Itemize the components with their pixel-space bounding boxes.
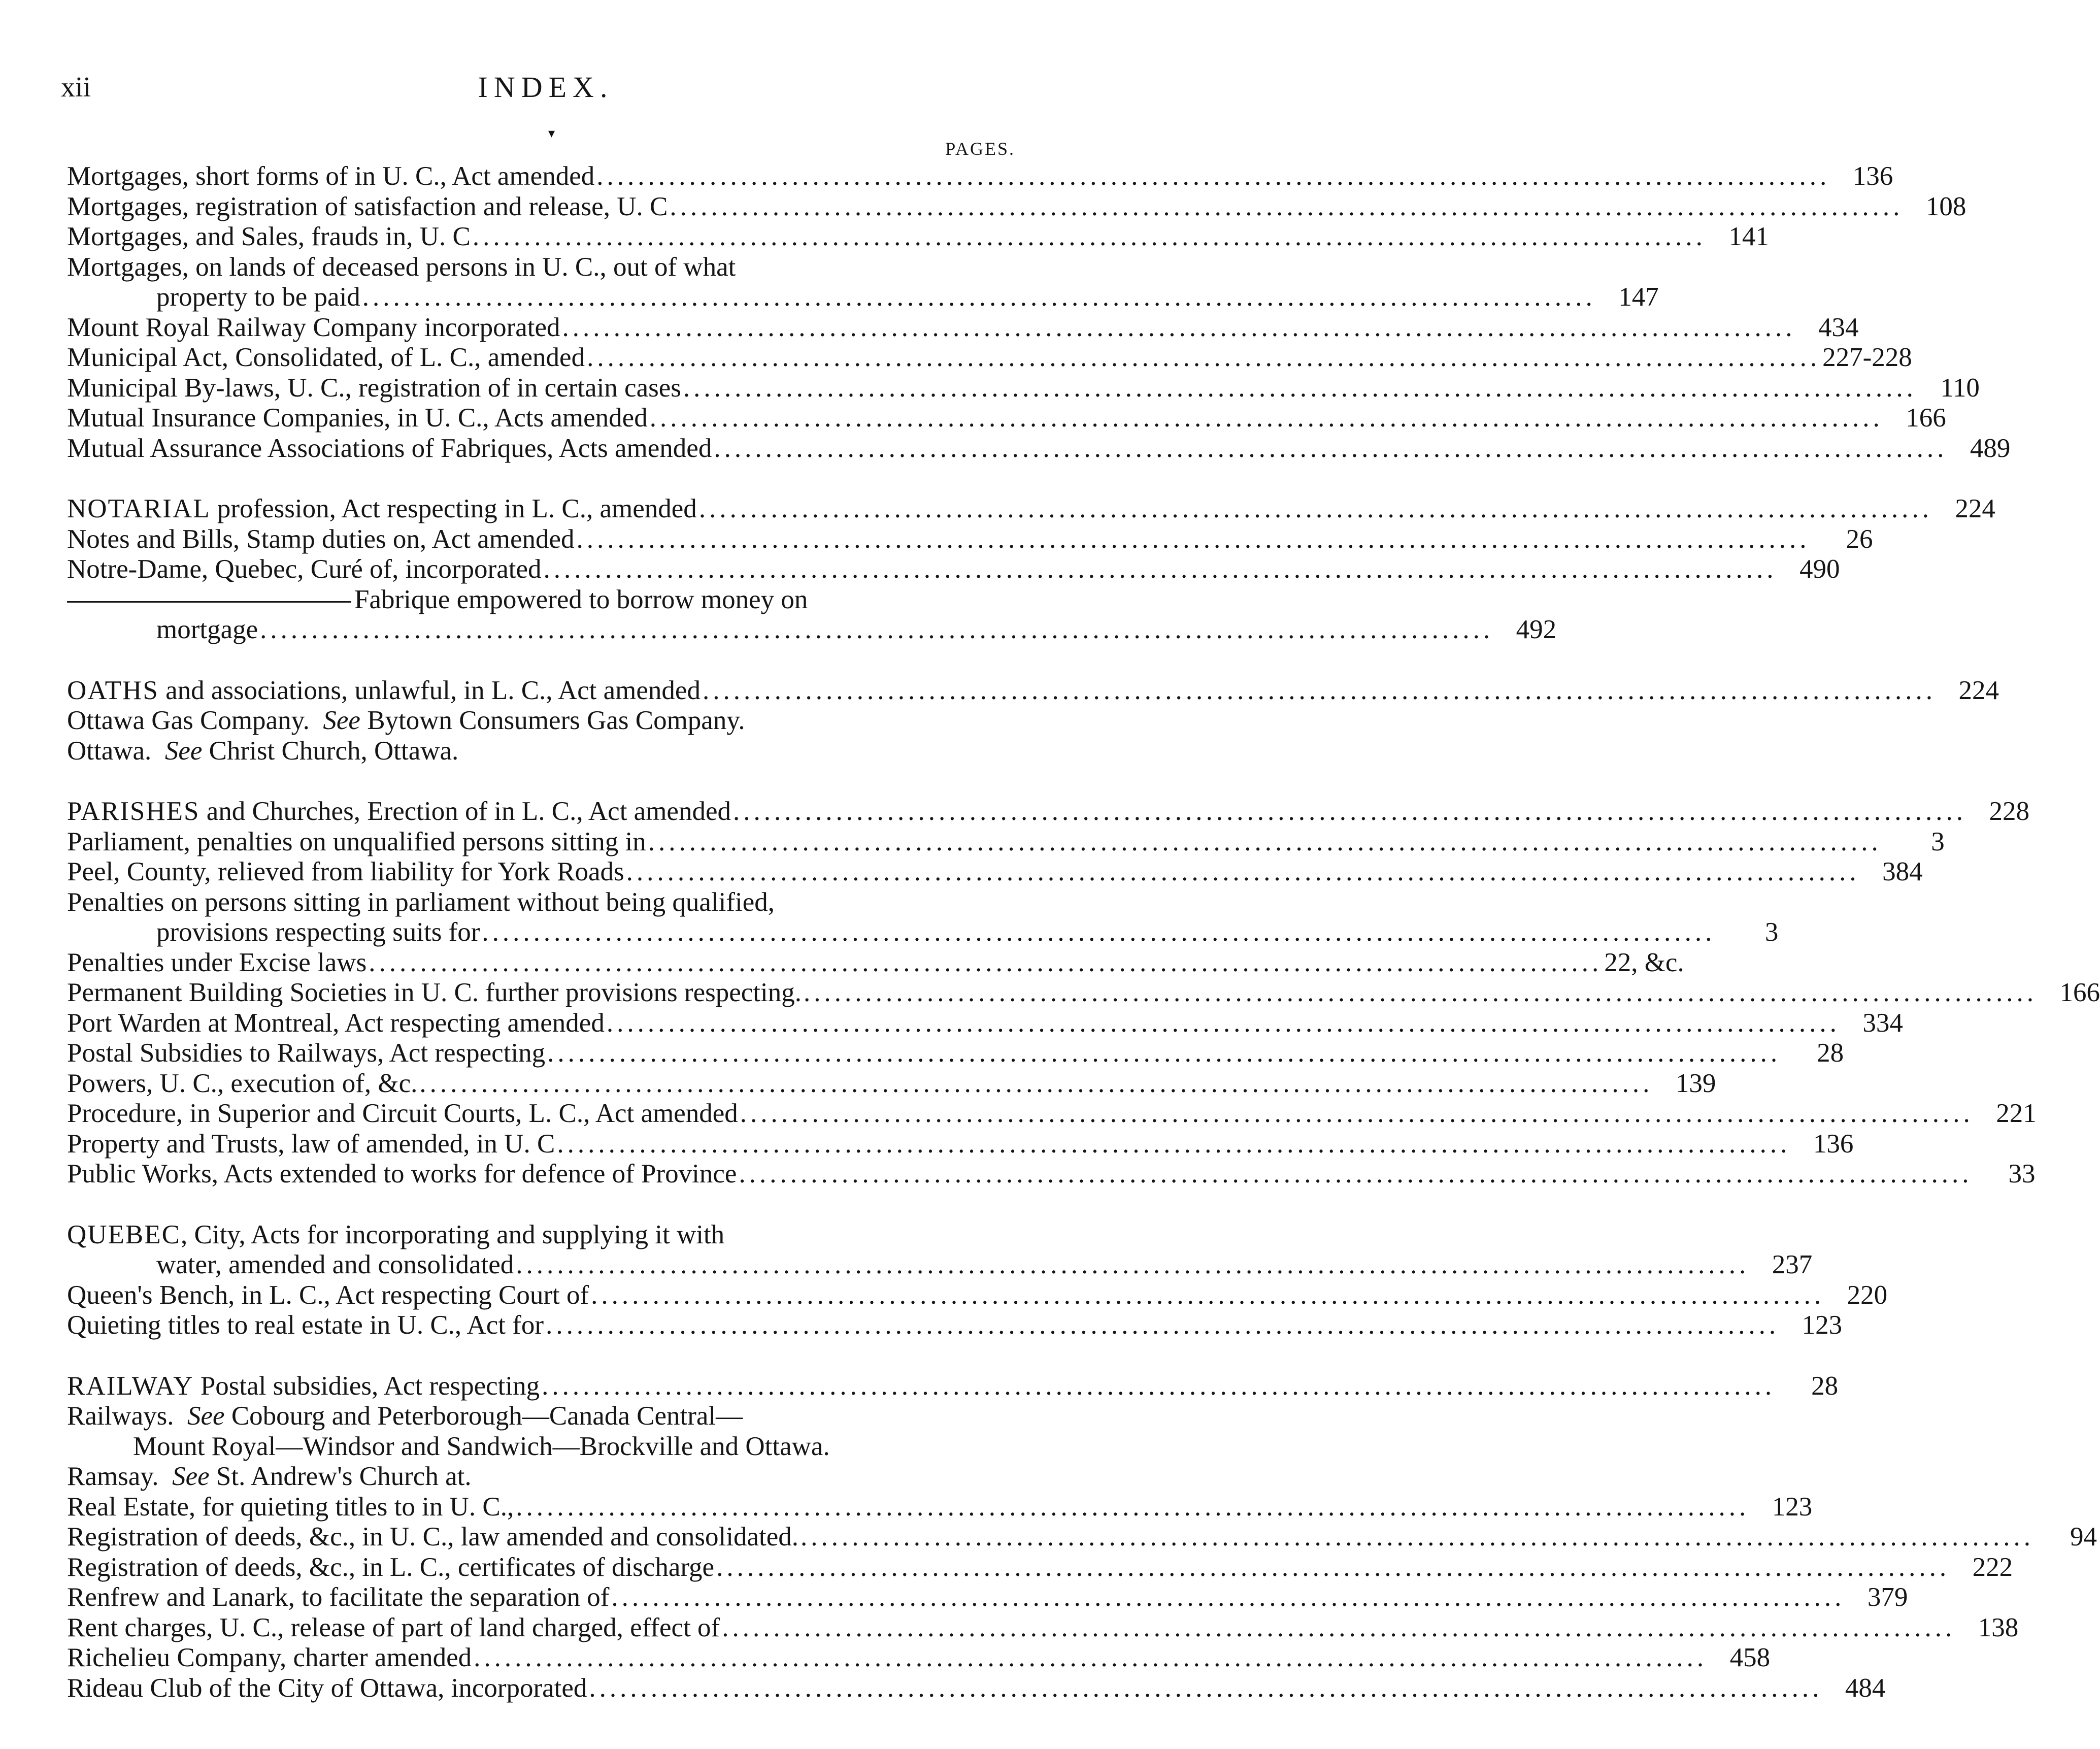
index-entry-cross-reference bbox=[67, 706, 1021, 736]
page-title: INDEX. bbox=[478, 71, 614, 104]
index-entry bbox=[67, 1280, 1888, 1311]
entry-text: Notre-Dame, Quebec, Curé of, incorporated bbox=[67, 554, 542, 584]
leader-dots bbox=[362, 282, 1596, 313]
index-entry bbox=[67, 1552, 2013, 1583]
entry-page: 139 bbox=[1675, 1068, 1716, 1098]
entry-page: 28 bbox=[1811, 1371, 1839, 1401]
entry-text: Mortgages, and Sales, frauds in, U. C bbox=[67, 222, 471, 251]
leader-dots bbox=[650, 403, 1883, 434]
entry-page: 166 bbox=[2059, 978, 2100, 1007]
index-entry bbox=[67, 403, 1946, 434]
entry-text: Public Works, Acts extended to works for defence of Province bbox=[67, 1159, 737, 1189]
entry-lead-word: PARISHES bbox=[67, 797, 200, 826]
index-entry bbox=[67, 312, 1859, 343]
index-entry bbox=[67, 1038, 1844, 1069]
entry-text: Postal Subsidies to Railways, Act respecting bbox=[67, 1038, 546, 1068]
entry-text: Registration of deeds, &c., in U. C., law amended and consolidated. bbox=[67, 1522, 798, 1552]
index-entry bbox=[67, 1008, 1903, 1039]
see-reference: See bbox=[164, 736, 203, 766]
entry-page: 136 bbox=[1813, 1129, 1854, 1159]
entry-lead-word: NOTARIAL bbox=[67, 494, 211, 523]
entry-text: Railways. bbox=[67, 1401, 174, 1431]
leader-dots bbox=[547, 1038, 1781, 1069]
index-entry bbox=[67, 1582, 1908, 1613]
leader-dots bbox=[557, 1129, 1790, 1160]
index-entry bbox=[67, 252, 1659, 313]
leader-dots bbox=[739, 1159, 1972, 1190]
entry-page: 138 bbox=[1978, 1612, 2019, 1642]
entry-page: 3 bbox=[1764, 917, 1779, 947]
entry-page: 3 bbox=[1931, 827, 1945, 856]
entry-text: Mortgages, on lands of deceased persons in U. C., out of what bbox=[67, 252, 736, 282]
entry-text: Ottawa. bbox=[67, 736, 152, 766]
leader-dots bbox=[577, 524, 1810, 555]
index-entry bbox=[67, 433, 2011, 464]
leader-dots bbox=[596, 161, 1830, 192]
index-entry bbox=[67, 1673, 1886, 1704]
index-entry bbox=[67, 1310, 1843, 1341]
leader-dots bbox=[260, 615, 1493, 645]
section-gap bbox=[67, 464, 1021, 494]
entry-text: Real Estate, for quieting titles to in U. C., bbox=[67, 1492, 514, 1522]
index-entry bbox=[67, 1068, 1716, 1099]
index-entry bbox=[67, 1219, 1813, 1280]
entry-text: Ottawa Gas Company. bbox=[67, 706, 310, 735]
see-reference: See bbox=[172, 1462, 210, 1491]
entry-text: Parliament, penalties on unqualified persons sitting in bbox=[67, 827, 646, 856]
entry-text: Powers, U. C., execution of, &c. bbox=[67, 1068, 418, 1098]
reference-target: St. Andrew's Church at. bbox=[216, 1462, 472, 1491]
leader-dots bbox=[733, 797, 1966, 827]
entry-text: Richelieu Company, charter amended bbox=[67, 1643, 472, 1672]
leader-dots bbox=[543, 554, 1777, 585]
index-entry bbox=[67, 222, 1769, 252]
entry-page: 221 bbox=[1996, 1099, 2037, 1128]
leader-dots bbox=[482, 917, 1715, 948]
entry-text: Mortgages, short forms of in U. C., Act amended bbox=[67, 161, 595, 191]
entry-page: 237 bbox=[1772, 1250, 1813, 1279]
entry-text: Peel, County, relieved from liability for York Roads bbox=[67, 857, 624, 886]
entry-text: Registration of deeds, &c., in L. C., certificates of discharge bbox=[67, 1552, 715, 1582]
entry-page: 334 bbox=[1862, 1008, 1903, 1038]
index-entry bbox=[67, 1129, 1854, 1160]
entry-text: Mutual Assurance Associations of Fabriques, Acts amended bbox=[67, 433, 712, 463]
entry-text: Permanent Building Societies in U. C. further provisions respecting. bbox=[67, 978, 802, 1007]
reference-target: Christ Church, Ottawa. bbox=[209, 736, 459, 766]
entry-page: 220 bbox=[1847, 1280, 1888, 1310]
index-entry bbox=[67, 494, 1995, 524]
index-entry bbox=[67, 978, 2100, 1008]
index-entry bbox=[67, 1159, 2036, 1190]
entry-text-continued: water, amended and consolidated bbox=[156, 1250, 514, 1279]
section-gap bbox=[67, 645, 1021, 676]
index-entry-cross-reference bbox=[67, 1462, 1021, 1492]
index-entry bbox=[67, 1099, 2037, 1129]
entry-text: Municipal By-laws, U. C., registration of in certain cases bbox=[67, 373, 681, 403]
index-entries bbox=[67, 161, 2100, 1703]
reference-target: Bytown Consumers Gas Company. bbox=[367, 706, 745, 735]
entry-page: 490 bbox=[1799, 554, 1840, 584]
entry-text: Quieting titles to real estate in U. C., Act for bbox=[67, 1310, 544, 1340]
leader-dots bbox=[670, 192, 1903, 222]
index-entry bbox=[67, 947, 1684, 978]
entry-text: Penalties on persons sitting in parliament without being qualified, bbox=[67, 887, 775, 917]
entry-page: 222 bbox=[1972, 1552, 2013, 1582]
entry-text: Notes and Bills, Stamp duties on, Act amended bbox=[67, 524, 575, 554]
leader-dots bbox=[473, 222, 1706, 252]
entry-page: 22, &c. bbox=[1604, 947, 1684, 977]
entry-text: Rent charges, U. C., release of part of land charged, effect of bbox=[67, 1612, 720, 1642]
folio-number: xii bbox=[61, 72, 91, 103]
index-entry-cross-reference bbox=[67, 736, 1021, 767]
entry-lead-word: RAILWAY bbox=[67, 1371, 194, 1401]
leader-dots bbox=[740, 1099, 1974, 1129]
leader-dots bbox=[699, 494, 1932, 524]
pages-column-header: PAGES. bbox=[945, 139, 1015, 159]
index-entry bbox=[67, 1371, 1839, 1402]
entry-page: 94 bbox=[2070, 1522, 2097, 1552]
leader-dots bbox=[714, 434, 1947, 464]
leader-dots bbox=[703, 676, 1936, 706]
entry-text: Port Warden at Montreal, Act respecting amended bbox=[67, 1008, 605, 1038]
entry-page: 166 bbox=[1906, 403, 1946, 433]
see-reference: See bbox=[323, 706, 360, 735]
leader-dots bbox=[587, 343, 1820, 373]
entry-text: Mutual Insurance Companies, in U. C., Acts amended bbox=[67, 403, 648, 433]
leader-dots bbox=[369, 948, 1602, 978]
entry-lead-word: QUEBEC bbox=[67, 1219, 181, 1249]
entry-text: Fabrique empowered to borrow money on bbox=[354, 584, 808, 614]
leader-dots bbox=[516, 1492, 1749, 1523]
entry-page: 28 bbox=[1817, 1038, 1844, 1068]
entry-text: Queen's Bench, in L. C., Act respecting Court of bbox=[67, 1280, 589, 1310]
entry-text: Ramsay. bbox=[67, 1462, 159, 1491]
section-gap bbox=[67, 766, 1021, 797]
leader-dots bbox=[542, 1371, 1775, 1402]
entry-page: 141 bbox=[1728, 222, 1769, 251]
entry-text-continued: property to be paid bbox=[156, 282, 360, 312]
leader-dots bbox=[516, 1250, 1749, 1280]
entry-page: 136 bbox=[1852, 161, 1893, 191]
index-entry bbox=[67, 343, 1912, 373]
leader-dots bbox=[648, 827, 1882, 857]
section-gap bbox=[67, 1190, 1021, 1220]
leader-dots bbox=[419, 1069, 1653, 1099]
entry-page: 379 bbox=[1867, 1582, 1908, 1612]
entry-text: , City, Acts for incorporating and supplying it with bbox=[181, 1219, 725, 1249]
entry-text: Rideau Club of the City of Ottawa, incorporated bbox=[67, 1673, 587, 1703]
leader-dots bbox=[591, 1280, 1824, 1311]
leader-dots bbox=[804, 978, 2037, 1008]
index-entry bbox=[67, 524, 1873, 555]
entry-text: profession, Act respecting in L. C., amended bbox=[210, 494, 697, 523]
leader-dots bbox=[474, 1643, 1707, 1673]
entry-text: and Churches, Erection of in L. C., Act amended bbox=[199, 797, 731, 826]
index-entry bbox=[67, 887, 1779, 948]
index-entry bbox=[67, 191, 1966, 222]
leader-dots bbox=[716, 1553, 1950, 1583]
entry-text: and associations, unlawful, in L. C., Act amended bbox=[158, 675, 701, 705]
leader-dots bbox=[801, 1522, 2034, 1553]
entry-page: 224 bbox=[1958, 675, 1999, 705]
entry-page: 147 bbox=[1618, 282, 1659, 312]
index-entry bbox=[67, 373, 1980, 404]
entry-text: Postal subsidies, Act respecting bbox=[193, 1371, 540, 1401]
leader-dots bbox=[546, 1310, 1779, 1341]
ornament-mark: ▾ bbox=[548, 126, 555, 141]
index-entry bbox=[67, 1643, 1771, 1673]
leader-dots bbox=[562, 313, 1796, 343]
index-entry bbox=[67, 857, 1923, 887]
leader-dots bbox=[607, 1008, 1840, 1039]
see-reference: See bbox=[187, 1401, 225, 1431]
entry-text: Mount Royal Railway Company incorporated bbox=[67, 312, 560, 342]
reference-target: Cobourg and Peterborough—Canada Central— bbox=[231, 1401, 743, 1431]
index-entry bbox=[67, 554, 1840, 585]
leader-dots bbox=[683, 373, 1917, 404]
entry-text: Municipal Act, Consolidated, of L. C., amended bbox=[67, 343, 585, 372]
index-entry bbox=[67, 1492, 1813, 1523]
entry-text: Property and Trusts, law of amended, in U. C bbox=[67, 1129, 555, 1159]
index-entry bbox=[67, 675, 1999, 706]
entry-page: 489 bbox=[1970, 433, 2011, 463]
entry-page: 33 bbox=[2008, 1159, 2036, 1189]
index-entry bbox=[67, 827, 1945, 857]
entry-text-continued: mortgage bbox=[156, 615, 258, 644]
index-entry bbox=[67, 584, 1557, 645]
reference-target-continued: Mount Royal—Windsor and Sandwich—Brockville and Ottawa. bbox=[133, 1431, 830, 1461]
entry-text: Mortgages, registration of satisfaction and release, U. C bbox=[67, 191, 668, 221]
entry-text: Renfrew and Lanark, to facilitate the separation of bbox=[67, 1582, 610, 1612]
entry-page: 123 bbox=[1772, 1492, 1813, 1522]
section-gap bbox=[67, 1341, 1021, 1371]
entry-page: 484 bbox=[1845, 1673, 1886, 1703]
entry-page: 108 bbox=[1925, 191, 1966, 221]
entry-text: Penalties under Excise laws bbox=[67, 947, 367, 977]
index-entry bbox=[67, 1612, 2019, 1643]
index-entry bbox=[67, 1522, 2097, 1553]
entry-page: 26 bbox=[1846, 524, 1873, 554]
leader-dots bbox=[626, 857, 1860, 887]
index-entry-cross-reference bbox=[67, 1401, 1021, 1462]
index-entry bbox=[67, 797, 2029, 827]
leader-dots bbox=[589, 1673, 1822, 1704]
entry-page: 458 bbox=[1729, 1643, 1771, 1672]
entry-page: 123 bbox=[1802, 1310, 1843, 1340]
entry-page: 492 bbox=[1516, 615, 1557, 644]
entry-page: 110 bbox=[1940, 373, 1980, 403]
entry-page: 224 bbox=[1955, 494, 1995, 523]
ditto-rule bbox=[67, 601, 351, 603]
leader-dots bbox=[611, 1582, 1845, 1613]
index-entry bbox=[67, 161, 1893, 192]
entry-page: 227-228 bbox=[1822, 343, 1912, 372]
entry-page: 228 bbox=[1989, 797, 2029, 826]
leader-dots bbox=[722, 1613, 1955, 1643]
entry-text-continued: provisions respecting suits for bbox=[156, 917, 480, 947]
entry-page: 384 bbox=[1882, 857, 1923, 886]
entry-page: 434 bbox=[1818, 312, 1859, 342]
entry-lead-word: OATHS bbox=[67, 675, 159, 705]
entry-text: Procedure, in Superior and Circuit Courts, L. C., Act amended bbox=[67, 1099, 738, 1128]
